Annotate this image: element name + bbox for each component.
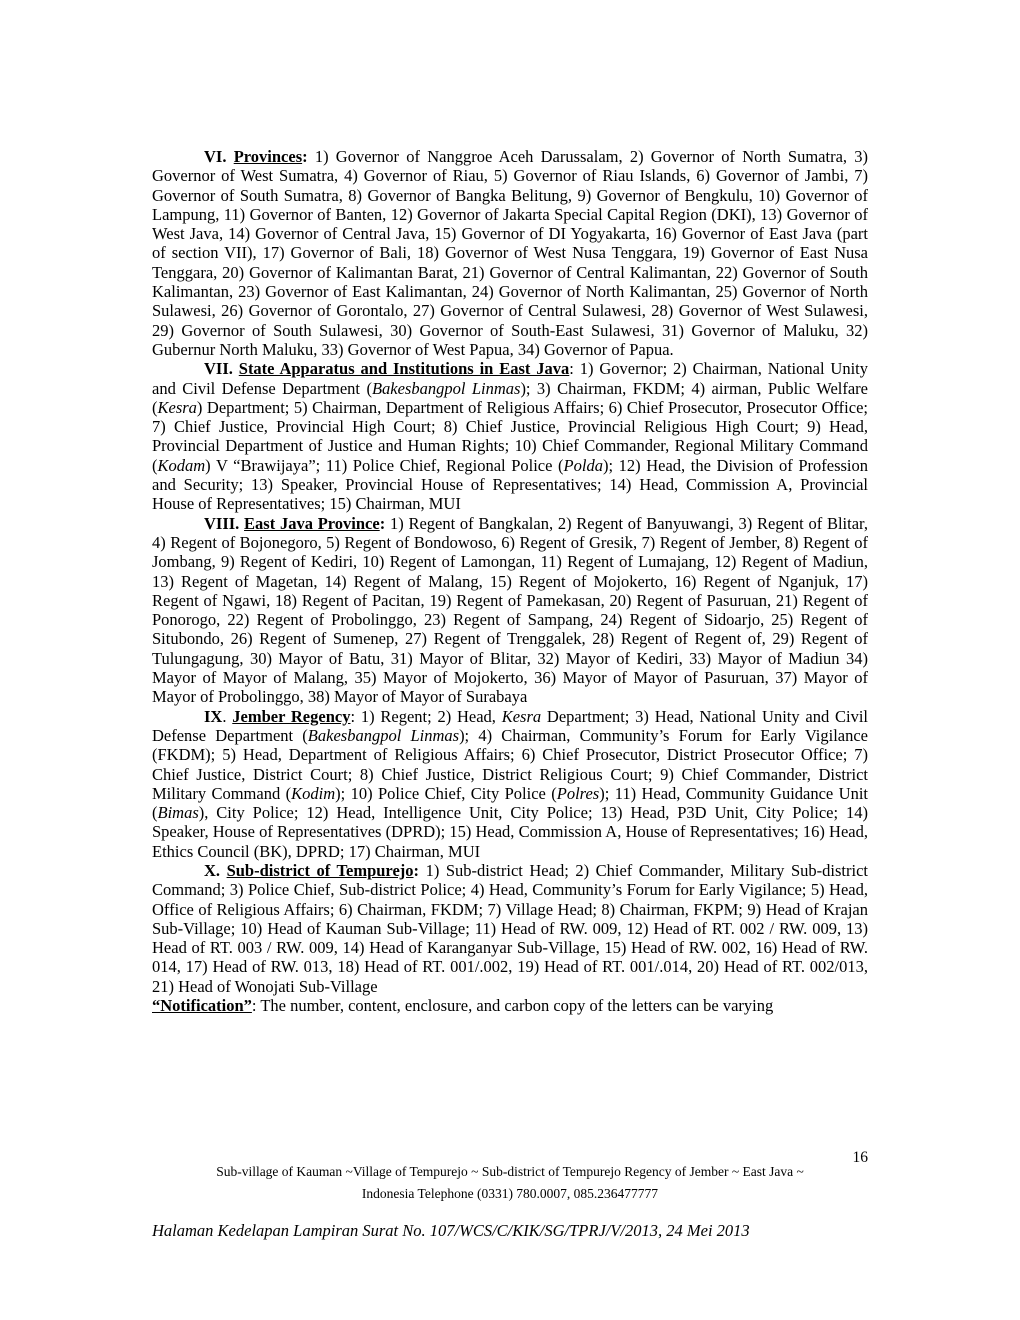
text-run: ), City Police; 12) Head, Intelligence Unit, City Police; 13) Head, P3D Unit, City Police; 14) Speaker, House of Representatives (DPRD); 15) Head, Commission A, House of Representatives; 16) Head, Ethics Council (BK), DPRD; 17) Chairman, MUI	[152, 803, 868, 861]
text-run: ); 11) Head, Community Guidance Unit (	[152, 783, 868, 823]
text-run: “Notification”	[152, 996, 252, 1016]
text-run: ); 12) Head, the Division of Profession and Security; 13) Speaker, Provincial House of Representatives; 14) Head, Commission A, Provincial House of Representatives; 15) Chairman, MUI	[152, 455, 868, 514]
text-run: ); 4) Chairman, Community’s Forum for Early Vigilance (FKDM); 5) Head, Department of Religious Affairs; 6) Chief Prosecutor, District Prosecutor Office; 7) Chief Justice, District Court; 8) Chief Justice, District Religious Court; 9) Chief Commander, District Military Command (	[152, 725, 868, 803]
section-vii-state-apparatus	[152, 359, 868, 513]
text-run: Sub-district of Tempurejo	[226, 860, 414, 880]
text-run: ) V “Brawijaya”; 11) Police Chief, Regional Police (	[205, 455, 564, 475]
text-run: East Java Province	[244, 513, 380, 533]
text-run: State Apparatus and Institutions in East Java	[238, 359, 570, 379]
text-run: 1) Regent of Bangkalan, 2) Regent of Banyuwangi, 3) Regent of Blitar, 4) Regent of Bojonegoro, 5) Regent of Bondowoso, 6) Regent of Gresik, 7) Regent of Jember, 8) Regent of Jombang, 9) Regent of Kediri, 10) Regent of Lamongan, 11) Regent of Lumajang, 12) Regent of Madiun, 13) Regent of Magetan, 14) Regent of Malang, 15) Regent of Mojokerto, 16) Regent of Nganjuk, 17) Regent of Ngawi, 18) Regent of Pacitan, 19) Regent of Pamekasan, 20) Regent of Pasuruan, 21) Regent of Ponorogo, 22) Regent of Probolinggo, 23) Regent of Sampang, 24) Regent of Sidoarjo, 25) Regent of Situbondo, 26) Regent of Sumenep, 27) Regent of Trenggalek, 28) Regent of Regent of, 29) Regent of Tulungagung, 30) Mayor of Batu, 31) Mayor of Blitar, 32) Mayor of Kediri, 33) Mayor of Madiun 34) Mayor of Mayor of Malang, 35) Mayor of Mojokerto, 36) Mayor of Mayor of Pasuruan, 37) Mayor of Mayor of Probolinggo, 38) Mayor of Mayor of Surabaya	[152, 513, 868, 707]
attachment-reference-note: Halaman Kedelapan Lampiran Surat No. 107/WCS/C/KIK/SG/TPRJ/V/2013, 24 Mei 2013	[152, 1221, 750, 1240]
text-run: Polres	[556, 783, 600, 803]
text-run: ); 3) Chairman, FKDM; 4) airman, Public Welfare (	[152, 378, 868, 417]
text-run: Kodam	[157, 455, 206, 475]
text-run: : 1) Regent; 2) Head,	[350, 706, 502, 726]
section-vi-provinces	[152, 147, 868, 359]
footer-address-line2: Indonesia Telephone (0331) 780.0007, 085.236477777	[361, 1186, 659, 1201]
text-run: 1) Governor of Nanggroe Aceh Darussalam, 2) Governor of North Sumatra, 3) Governor of West Sumatra, 4) Governor of Riau, 5) Governor of Riau Islands, 6) Governor of Jambi, 7) Governor of South Sumatra, 8) Governor of Bangka Belitung, 9) Governor of Bengkulu, 10) Governor of Lampung, 11) Governor of Banten, 12) Governor of Jakarta Special Capital Region (DKI), 13) Governor of West Java, 14) Governor of Central Java, 15) Governor of DI Yogyakarta, 16) Governor of East Java (part of section VII), 17) Governor of Bali, 18) Governor of West Nusa Tenggara, 19) Governor of East Nusa Tenggara, 20) Governor of Kalimantan Barat, 21) Governor of Central Kalimantan, 22) Governor of South Kalimantan, 23) Governor of East Kalimantan, 24) Governor of North Kalimantan, 25) Governor of North Sulawesi, 26) Governor of Gorontalo, 27) Governor of Central Sulawesi, 28) Governor of West Sulawesi, 29) Governor of South Sulawesi, 30) Governor of South-East Sulawesi, 31) Governor of Maluku, 32) Gubernur North Maluku, 33) Governor of West Papua, 34) Governor of Papua.	[152, 147, 868, 359]
text-run: .	[222, 706, 233, 726]
text-run: Bakesbangpol Linmas	[371, 378, 521, 398]
text-run: X.	[204, 860, 227, 880]
text-run: IX	[204, 706, 223, 726]
text-run: VII.	[204, 359, 239, 379]
text-run: Department; 3) Head, National Unity and Civil Defense Department (	[152, 706, 869, 745]
section-viii-east-java-province	[152, 514, 868, 707]
text-run: 1) Sub-district Head; 2) Chief Commander, Military Sub-district Command; 3) Police Chief, Sub-district Police; 4) Head, Community’s Forum for Early Vigilance; 5) Head, Office of Religious Affairs; 6) Chairman, FKDM; 7) Village Head; 8) Chairman, FKPM; 9) Head of Krajan Sub-Village; 10) Head of Kauman Sub-Village; 11) Head of RW. 009, 12) Head of RT. 002 / RW. 009, 13) Head of RT. 003 / RW. 009, 14) Head of Karanganyar Sub-Village, 15) Head of RW. 002, 16) Head of RW. 014, 17) Head of RW. 013, 18) Head of RT. 001/.002, 19) Head of RT. 001/.014, 20) Head of RT. 002/013, 21) Head of Wonojati Sub-Village	[152, 860, 868, 996]
section-x-sub-district-tempurejo	[152, 861, 868, 996]
text-run: VIII.	[204, 513, 245, 533]
text-run: Bimas	[157, 803, 199, 823]
text-run: :	[413, 860, 420, 880]
text-run: Polda	[563, 455, 603, 475]
text-run: Provinces	[233, 147, 303, 166]
text-run: : 1) Governor; 2) Chairman, National Unity and Civil Defense Department (	[152, 359, 868, 398]
text-run: Kesra	[157, 397, 197, 417]
text-run: :	[379, 513, 386, 533]
text-run: : The number, content, enclosure, and carbon copy of the letters can be varying	[251, 996, 774, 1016]
page-number: 16	[852, 1149, 868, 1166]
footer-address	[0, 1161, 1020, 1205]
text-run: :	[302, 147, 308, 166]
text-run: Bakesbangpol Linmas	[307, 725, 460, 745]
document-body	[152, 147, 868, 1015]
text-run: ); 10) Police Chief, City Police (	[335, 783, 557, 803]
text-run: VI.	[204, 147, 234, 166]
text-run: Jember Regency	[232, 706, 351, 726]
footer-address-line1: Sub-village of Kauman ~Village of Tempurejo ~ Sub-district of Tempurejo Regency of Jember ~ East Java ~	[216, 1164, 804, 1179]
section-ix-jember-regency	[152, 707, 868, 861]
text-run: ) Department; 5) Chairman, Department of Religious Affairs; 6) Chief Prosecutor, Prosecutor Office; 7) Chief Justice, Provincial High Court; 8) Chief Justice, Provincial Religious High Court; 9) Head, Provincial Department of Justice and Human Rights; 10) Chief Commander, Regional Military Command (	[152, 397, 868, 475]
text-run: Kodim	[291, 783, 336, 803]
notification-line	[152, 996, 868, 1015]
text-run: Kesra	[501, 706, 542, 726]
